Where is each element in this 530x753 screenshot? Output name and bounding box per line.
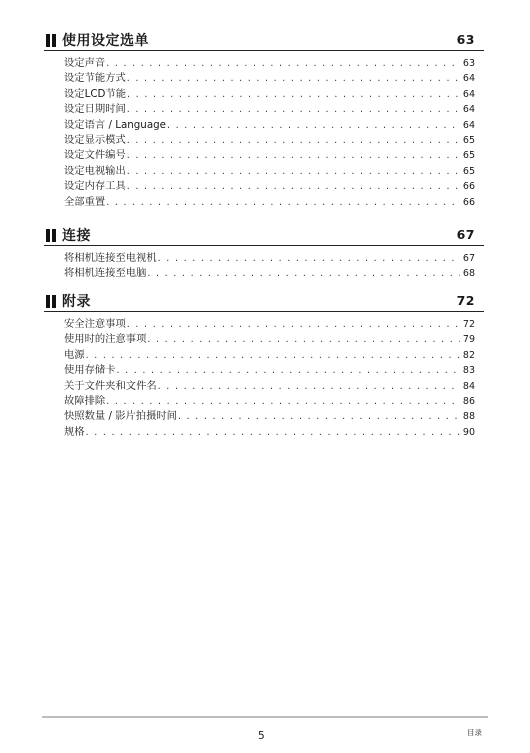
toc-entry-label: 故障排除	[64, 394, 106, 407]
toc-entry-page: 63	[462, 58, 475, 69]
toc-entry-label: 使用存储卡	[64, 364, 116, 377]
toc-entry-page: 82	[462, 349, 475, 361]
toc-entry-page: 64	[462, 88, 475, 100]
toc-entry-page: 64	[462, 119, 475, 131]
toc-entry-label: 设定语言 / Language	[64, 118, 167, 131]
toc-entry[interactable]	[44, 348, 484, 363]
section-title[interactable]: 附录	[62, 294, 91, 310]
section-marker-icon	[46, 229, 57, 242]
toc-entry[interactable]	[44, 394, 484, 409]
section-page-number[interactable]: 72	[456, 293, 475, 308]
toc-entry-page: 67	[462, 253, 475, 264]
toc-entry-page: 66	[462, 181, 475, 193]
toc-entry-label: 设定电视输出	[64, 164, 126, 177]
leader-dots	[158, 379, 460, 394]
toc-entry[interactable]	[44, 87, 484, 102]
page-number: 5	[258, 730, 265, 742]
leader-dots	[116, 363, 459, 378]
leader-dots	[127, 317, 460, 332]
footer-section-label: 目录	[467, 728, 482, 737]
toc-entry[interactable]	[44, 409, 484, 424]
toc-entry-page: 79	[462, 334, 475, 346]
toc-section-appendix	[44, 291, 484, 440]
toc-entry[interactable]	[44, 363, 484, 378]
leader-dots	[127, 133, 460, 148]
section-marker-icon	[46, 34, 57, 47]
toc-entry-label: 将相机连接至电脑	[64, 267, 147, 280]
toc-entry-page: 64	[462, 104, 475, 116]
toc-entry-page: 65	[462, 165, 475, 177]
toc-entry-page: 83	[462, 365, 475, 377]
toc-entry-label: 设定文件编号	[64, 149, 126, 162]
toc-entry[interactable]	[44, 379, 484, 394]
toc-entry[interactable]	[44, 56, 484, 71]
toc-entry-page: 84	[462, 380, 475, 392]
leader-dots	[147, 332, 460, 347]
leader-dots	[147, 266, 460, 281]
toc-entry-label: 快照数量 / 影片拍摄时间	[64, 410, 177, 423]
toc-entry-page: 86	[462, 395, 475, 407]
leader-dots	[167, 118, 460, 133]
toc-entry[interactable]	[44, 195, 484, 210]
toc-entry[interactable]	[44, 425, 484, 440]
toc-entry-page: 65	[462, 134, 475, 146]
toc-entry-label: 设定声音	[64, 57, 106, 69]
leader-dots	[158, 251, 460, 266]
toc-entry-page: 64	[462, 73, 475, 85]
toc-entry[interactable]	[44, 133, 484, 148]
toc-section-settings-menu	[44, 30, 484, 210]
section-title[interactable]: 使用设定选单	[62, 33, 149, 49]
leader-dots	[127, 148, 460, 163]
toc-entry-page: 90	[462, 426, 475, 438]
toc-entry[interactable]	[44, 251, 484, 266]
toc-entry-label: 关于文件夹和文件名	[64, 379, 157, 392]
leader-dots	[86, 425, 460, 440]
toc-entry-label: 安全注意事项	[64, 318, 126, 330]
toc-entry[interactable]	[44, 164, 484, 179]
toc-entry[interactable]	[44, 102, 484, 117]
section-header	[44, 30, 484, 51]
leader-dots	[86, 348, 460, 363]
toc-entry[interactable]	[44, 148, 484, 163]
toc-entry[interactable]	[44, 317, 484, 332]
leader-dots	[127, 164, 460, 179]
toc-entry[interactable]	[44, 179, 484, 194]
toc-entry-label: 设定显示模式	[64, 133, 126, 146]
leader-dots	[106, 394, 460, 409]
toc-entry-label: 规格	[64, 425, 85, 438]
toc-entry-page: 65	[462, 150, 475, 162]
toc-entry-label: 设定日期时间	[64, 103, 126, 116]
leader-dots	[127, 87, 460, 102]
leader-dots	[106, 56, 460, 71]
section-page-number[interactable]: 63	[456, 32, 475, 47]
toc-entry-label: 电源	[64, 348, 85, 361]
leader-dots	[127, 71, 460, 86]
section-header	[44, 225, 484, 246]
toc-entry-page: 88	[462, 411, 475, 423]
leader-dots	[178, 409, 460, 424]
toc-entry-label: 设定LCD节能	[64, 87, 127, 100]
toc-entry-page: 68	[462, 268, 475, 280]
leader-dots	[127, 102, 460, 117]
toc-section-connection	[44, 225, 484, 282]
toc-entry-label: 设定内存工具	[64, 180, 126, 193]
leader-dots	[106, 195, 460, 210]
toc-entry-page: 66	[462, 196, 475, 208]
footer-divider	[42, 716, 488, 718]
toc-entry-label: 设定节能方式	[64, 72, 126, 85]
toc-entry-page: 72	[462, 319, 475, 330]
toc-entry-label: 将相机连接至电视机	[64, 252, 157, 264]
toc-entry[interactable]	[44, 266, 484, 281]
toc-entry[interactable]	[44, 118, 484, 133]
toc-entry[interactable]	[44, 71, 484, 86]
toc-entry-label: 使用时的注意事项	[64, 333, 147, 346]
toc-entry[interactable]	[44, 332, 484, 347]
section-page-number[interactable]: 67	[456, 227, 475, 242]
section-marker-icon	[46, 295, 57, 308]
leader-dots	[127, 179, 460, 194]
section-title[interactable]: 连接	[62, 228, 91, 244]
section-header	[44, 291, 484, 312]
toc-entry-label: 全部重置	[64, 195, 106, 208]
